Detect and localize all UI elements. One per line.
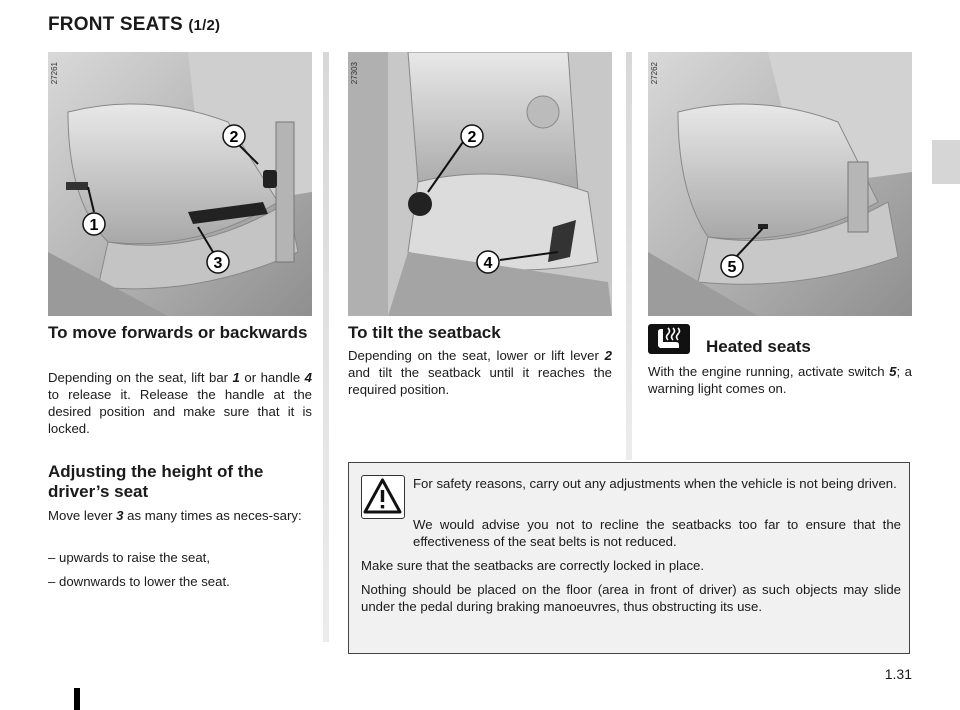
page-title-text: FRONT SEATS [48,14,183,35]
callout-label: 3 [213,255,223,272]
figure-code: 27261 [50,62,59,85]
text-run: With the engine running, activate switch [648,364,890,379]
callout-ref: 4 [304,370,312,385]
callout-label: 1 [89,217,99,234]
text-run: to release it. Release the handle at the desired position and make sure that it is locked. [48,387,312,436]
figure-code: 27262 [650,62,659,85]
section-body-forwards [48,369,312,437]
page-title-part: (1/2) [188,17,221,34]
seat-photo-tilt [348,52,612,316]
section-body-heated [648,363,912,397]
list-item: – downwards to lower the seat. [48,574,230,589]
warning-text: Make sure that the seatbacks are correctly locked in place. [361,558,705,573]
callout-label: 2 [229,129,239,146]
text-run: Depending on the seat, lift bar [48,370,233,385]
seat-photo-heated [648,52,912,316]
chapter-tab [932,140,960,184]
heated-seat-icon [648,324,690,354]
callout-ref: 3 [116,508,124,523]
callout-ref: 5 [889,364,897,379]
text-run: ; a warning light comes on. [648,364,912,396]
section-heading-forwards: To move forwards or backwards [48,323,308,342]
section-heading-height: Adjusting the height of the driver’s seat [48,462,264,501]
section-heading-tilt: To tilt the seatback [348,323,501,342]
column-divider [323,52,329,642]
page-title [48,14,220,36]
callout-label: 5 [727,259,737,276]
text-run: as many times as neces-sary: [123,508,302,523]
warning-text: Nothing should be placed on the floor (area in front of driver) as such objects may slide under the pedal during braking manoeuvres, thus obstructing its use. [361,582,901,614]
warning-text: For safety reasons, carry out any adjustments when the vehicle is not being driven. [413,476,897,491]
seat-photo-slide [48,52,312,316]
section-heading-heated: Heated seats [706,337,811,356]
text-run: or handle [239,370,305,385]
figure-code: 27303 [350,62,359,85]
warning-triangle-icon [361,475,405,519]
column-divider [626,52,632,460]
section-body-height [48,507,312,524]
list-item: – upwards to raise the seat, [48,550,211,565]
text-run: Move lever [48,508,117,523]
callout-ref: 2 [604,348,612,363]
text-run: and tilt the seatback until it reaches the required position. [348,365,612,397]
callout-label: 2 [467,129,477,146]
section-body-tilt [348,347,612,398]
callout-label: 4 [483,255,493,272]
page-number: 1.31 [884,666,912,682]
callout-ref: 1 [232,370,240,385]
warning-text: We would advise you not to recline the seatbacks too far to ensure that the effectiveness of the seat belts is not reduced. [413,517,901,549]
print-mark [74,688,80,710]
warning-box [348,462,910,654]
text-run: Depending on the seat, lower or lift lever [348,348,605,363]
